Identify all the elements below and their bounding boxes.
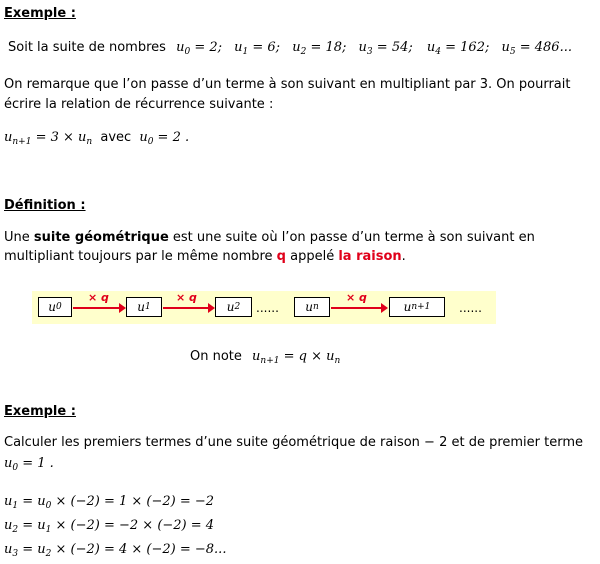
dots-2: ...... bbox=[459, 301, 482, 315]
term-u1: $u_1 = 6$; bbox=[234, 40, 281, 57]
example2-line-2: $u_0 = 1$ . bbox=[4, 456, 54, 473]
box-u1: u 1 bbox=[126, 297, 162, 317]
mult-label-1: × q bbox=[88, 291, 109, 304]
term-u4: $u_4 = 162$; bbox=[426, 40, 490, 57]
calc-u3: $u_3 = u_2 \times (-2) = 4 \times (-2) = -8$... bbox=[4, 542, 227, 559]
box-u2: u 2 bbox=[215, 297, 252, 317]
geometric-diagram bbox=[32, 291, 496, 324]
term-u3: $u_3 = 54$; bbox=[358, 40, 413, 57]
definition-heading: Définition : bbox=[4, 198, 86, 213]
definition-line-2: multipliant toujours par le même nombre q appelé la raison. bbox=[4, 249, 406, 264]
mult-label-2: × q bbox=[176, 291, 197, 304]
dots-1: ...... bbox=[256, 301, 279, 315]
term-suite-geometrique: suite géométrique bbox=[33, 230, 169, 245]
note-formula: On note $u_{n+1} = q \times u_n$ bbox=[190, 349, 341, 366]
calc-u1: $u_1 = u_0 \times (-2) = 1 \times (-2) = -2$ bbox=[4, 494, 215, 511]
remark-line-2: écrire la relation de récurrence suivante : bbox=[4, 97, 274, 112]
term-u0: $u_0 = 2$; bbox=[176, 40, 222, 57]
sequence-intro: Soit la suite de nombres bbox=[8, 40, 166, 55]
raison-label: la raison bbox=[338, 249, 402, 264]
box-u0: u 0 bbox=[38, 297, 72, 317]
definition-line-1: Une suite géométrique est une suite où l’on passe d’un terme à son suivant en bbox=[4, 230, 535, 245]
recurrence-relation: $u_{n+1} = 3 \times u_n$ avec $u_0 = 2$ . bbox=[4, 130, 190, 147]
sequence-line bbox=[8, 40, 572, 57]
calc-u2: $u_2 = u_1 \times (-2) = -2 \times (-2) = 4$ bbox=[4, 518, 215, 535]
q-symbol: q bbox=[276, 249, 286, 264]
arrow-2 bbox=[163, 307, 209, 309]
arrow-1 bbox=[73, 307, 120, 309]
term-u5: $u_5 = 486$... bbox=[501, 40, 572, 57]
example2-line-1: Calculer les premiers termes d’une suite géométrique de raison − 2 et de premier terme bbox=[4, 435, 584, 450]
mult-label-3: × q bbox=[346, 291, 367, 304]
box-un: u n bbox=[294, 297, 330, 317]
example-heading-1: Exemple : bbox=[4, 6, 76, 21]
term-u2: $u_2 = 18$; bbox=[292, 40, 347, 57]
example-heading-2: Exemple : bbox=[4, 404, 76, 419]
box-un-plus-1: u n+1 bbox=[389, 297, 445, 317]
remark-line-1: On remarque que l’on passe d’un terme à son suivant en multipliant par 3. On pourrait bbox=[4, 77, 571, 92]
arrow-3 bbox=[331, 307, 382, 309]
